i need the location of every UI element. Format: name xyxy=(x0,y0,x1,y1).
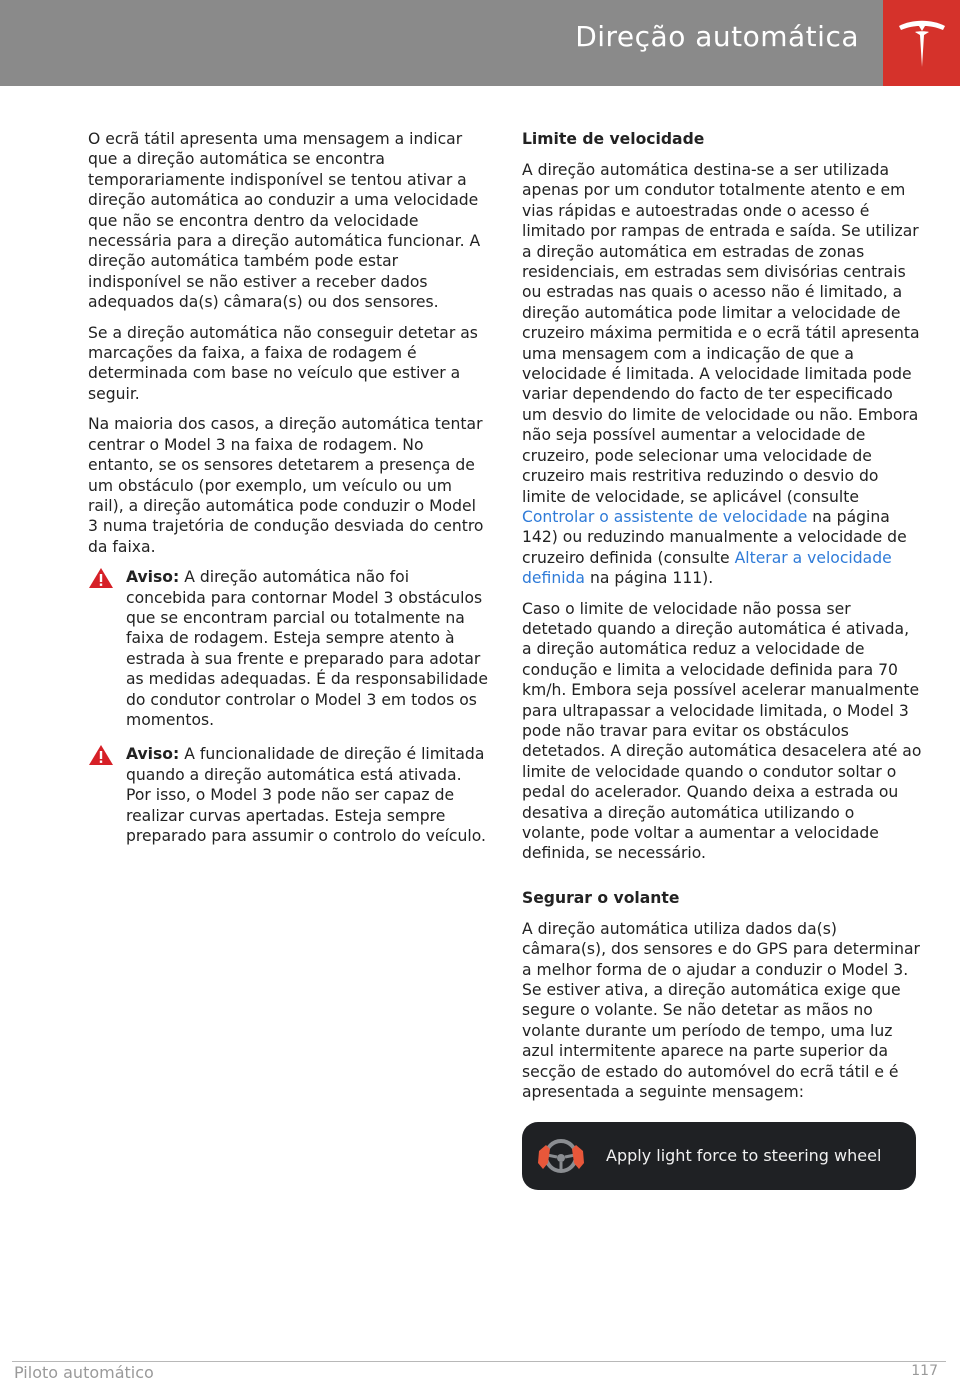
paragraph-text: na página 142) ou reduzindo manualmente a velocidade de cruzeiro definida (consulte xyxy=(522,507,907,567)
page-header xyxy=(0,0,883,86)
footer-section-title: Piloto automático xyxy=(14,1363,154,1382)
section-heading: Segurar o volante xyxy=(522,888,680,907)
right-column xyxy=(522,129,922,1190)
warning-box xyxy=(88,744,488,846)
brand-logo-box xyxy=(883,0,960,86)
left-column xyxy=(88,129,488,860)
page-title: Direção automática xyxy=(575,20,859,53)
warning-text: A funcionalidade de direção é limitada quando a direção automática está ativada. Por isso, o Model 3 pode não ser capaz de realizar curvas apertadas. Esteja sempre preparado para assumir o controlo do veículo. xyxy=(126,745,486,845)
steering-wheel-hands-icon xyxy=(536,1133,586,1179)
section-heading: Limite de velocidade xyxy=(522,130,705,148)
page-number: 117 xyxy=(911,1363,938,1379)
warning-icon xyxy=(88,567,114,589)
paragraph: A direção automática utiliza dados da(s) câmara(s), dos sensores e do GPS para determinar a melhor forma de o ajudar a conduzir o Model 3. Se estiver ativa, a direção automática exige que segure o volante. Se não detetar as mãos no volante durante um período de tempo, uma luz azul intermitente aparece na parte superior da secção de estado do automóvel do ecrã tátil e é apresentada a seguinte mensagem: xyxy=(522,919,920,1102)
paragraph-text: A direção automática destina-se a ser utilizada apenas por um condutor totalmente atento e em vias rápidas e autoestradas onde o acesso é limitado por rampas de entrada e saída. Se utilizar a direção automática em estradas de zonas residenciais, em estradas sem divisórias centrais ou estradas nas quais o acesso não é limitado, a direção automática pode limitar a velocidade de cruzeiro máxima permitida e o ecrã tátil apresenta uma mensagem com a indicação de que a velocidade é limitada. A velocidade limitada pode variar dependendo do facto de ter especificado um desvio do limite de velocidade ou não. Embora não seja possível aumentar a velocidade de cruzeiro, pode selecionar uma velocidade de cruzeiro mais restritiva reduzindo o desvio do limite de velocidade, se aplicável (consulte xyxy=(522,161,920,506)
link-controlar-assistente[interactable]: Controlar o assistente de velocidade xyxy=(522,507,808,526)
footer-divider xyxy=(12,1361,946,1362)
paragraph: Na maioria dos casos, a direção automática tentar centrar o Model 3 na faixa de rodagem. No entanto, se os sensores detetarem a presença de um obstáculo (por exemplo, um veículo ou um rail), a direção automática pode conduzir o Model 3 numa trajetória de condução desviada do centro da faixa. xyxy=(88,415,484,556)
link-alterar-velocidade[interactable]: Alterar a velocidade definida xyxy=(522,548,892,588)
warning-label: Aviso: xyxy=(126,745,180,764)
notice-text: Apply light force to steering wheel xyxy=(606,1146,882,1166)
paragraph xyxy=(522,160,922,589)
paragraph: Se a direção automática não conseguir detetar as marcações da faixa, a faixa de rodagem é determinada com base no veículo que estiver a seguir. xyxy=(88,323,478,403)
warning-box xyxy=(88,567,488,730)
warning-label: Aviso: xyxy=(126,568,180,587)
warning-icon xyxy=(88,744,114,766)
paragraph-text: na página 111). xyxy=(584,569,714,588)
tesla-logo-icon xyxy=(896,15,948,71)
warning-text: A direção automática não foi concebida para contornar Model 3 obstáculos que se encontram parcial ou totalmente na faixa de rodagem. Esteja sempre atento à estrada à sua frente e preparado para adotar as medidas adequadas. É da responsabilidade do condutor controlar o Model 3 em todos os momentos. xyxy=(126,568,488,729)
paragraph: O ecrã tátil apresenta uma mensagem a indicar que a direção automática se encontra temporariamente indisponível se tentou ativar a direção automática ao conduzir a uma velocidade que não se encontra dentro da velocidade necessária para a direção automática funcionar. A direção automática também pode estar indisponível se não estiver a receber dados adequados da(s) câmara(s) ou dos sensores. xyxy=(88,130,481,312)
steering-notice-image xyxy=(522,1122,916,1190)
paragraph: Caso o limite de velocidade não possa ser detetado quando a direção automática é ativada, a direção automática reduz a velocidade de condução e limita a velocidade definida para 70 km/h. Embora seja possível acelerar manualmente para ultrapassar a velocidade limitada, o Model 3 pode não travar para evitar os obstáculos detetados. A direção automática desacelera até ao limite de velocidade quando o condutor soltar o pedal do acelerador. Quando deixa a estrada ou desativa a direção automática utilizando o volante, pode voltar a aumentar a velocidade definida, se necessário. xyxy=(522,599,922,863)
